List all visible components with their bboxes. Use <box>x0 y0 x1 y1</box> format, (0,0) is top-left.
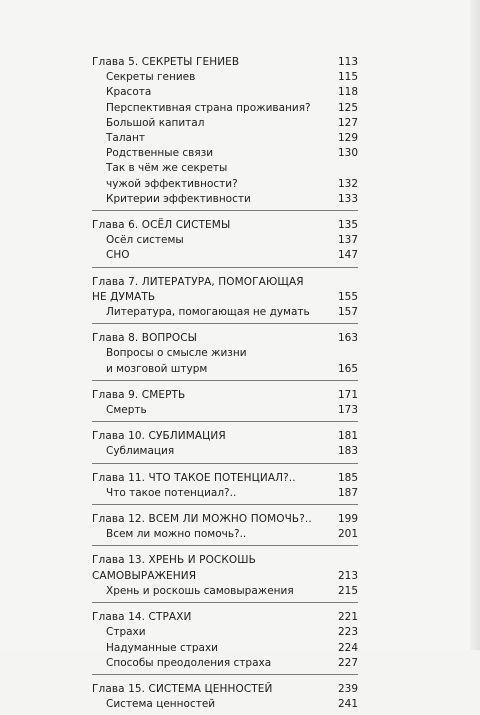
entry-title: Смерть <box>106 404 147 417</box>
toc-entry <box>92 101 358 116</box>
entry-title: Вопросы о смысле жизни и мозговой штурм <box>106 347 247 375</box>
chapter-heading-row <box>92 553 358 583</box>
chapter-title: Глава 10. СУБЛИМАЦИЯ <box>92 430 226 443</box>
entry-page-number: 133 <box>337 192 358 205</box>
entry-title: Осёл системы <box>106 234 184 247</box>
toc-entry <box>92 70 358 85</box>
chapter-heading-row <box>92 388 358 403</box>
toc-entry <box>92 131 358 146</box>
entry-page-number: 223 <box>337 626 358 639</box>
entry-page-number: 183 <box>337 445 358 458</box>
chapter-title: Глава 9. СМЕРТЬ <box>92 388 186 401</box>
toc-entry <box>92 444 358 459</box>
chapter-title: Глава 11. ЧТО ТАКОЕ ПОТЕНЦИАЛ?.. <box>92 471 296 484</box>
entry-title: Родственные связи <box>106 147 214 160</box>
toc-entry <box>92 305 358 320</box>
entry-page-number: 227 <box>337 656 358 669</box>
chapter-title: Глава 14. СТРАХИ <box>92 611 192 624</box>
toc-chapter <box>92 505 358 546</box>
toc-entry <box>92 641 358 656</box>
toc-chapter <box>92 422 358 463</box>
entry-title: Страхи <box>106 626 146 639</box>
toc-entry <box>92 625 358 640</box>
entry-page-number: 115 <box>337 71 358 84</box>
chapter-heading-row <box>92 682 358 697</box>
chapter-heading-row <box>92 55 358 70</box>
toc-entry <box>92 192 358 207</box>
chapter-heading-row <box>92 471 358 486</box>
toc-entry <box>92 116 358 131</box>
entry-page-number: 224 <box>337 641 358 654</box>
toc-entry <box>92 697 358 712</box>
entry-title: Что такое потенциал?.. <box>106 486 237 499</box>
chapter-page-number: 113 <box>337 56 358 68</box>
toc-entry <box>92 161 358 191</box>
entry-title: Система ценностей <box>106 698 216 711</box>
entry-page-number: 173 <box>337 404 358 417</box>
entry-title: Хрень и роскошь самовыражения <box>106 584 294 597</box>
chapter-page-number: 171 <box>337 388 358 401</box>
entry-page-number: 201 <box>337 528 358 541</box>
entry-page-number: 215 <box>337 584 358 597</box>
entry-page-number: 187 <box>337 486 358 499</box>
toc-chapter <box>92 464 358 505</box>
toc-entry <box>92 584 358 599</box>
chapter-page-number: 163 <box>337 332 358 345</box>
entry-title: Надуманные страхи <box>106 641 219 654</box>
entry-page-number: 130 <box>337 147 358 160</box>
chapter-page-number: 213 <box>337 569 358 582</box>
toc-entry <box>92 85 358 100</box>
chapter-page-number: 135 <box>337 219 358 232</box>
entry-page-number: 147 <box>337 249 358 262</box>
entry-page-number: 127 <box>337 116 358 129</box>
chapter-heading-row <box>92 331 358 346</box>
toc-entry <box>92 656 358 671</box>
page-edge-shadow <box>470 0 480 650</box>
chapter-title: Глава 5. СЕКРЕТЫ ГЕНИЕВ <box>92 56 240 68</box>
chapter-heading-row <box>92 218 358 233</box>
toc-chapter <box>92 48 358 211</box>
chapter-title: Глава 6. ОСЁЛ СИСТЕМЫ <box>92 219 231 232</box>
toc-entry <box>92 486 358 501</box>
chapter-page-number: 181 <box>337 430 358 443</box>
toc-chapter <box>92 546 358 603</box>
chapter-page-number: 185 <box>337 471 358 484</box>
toc-entry <box>92 346 358 376</box>
toc-entry <box>92 403 358 418</box>
toc-chapter <box>92 324 358 381</box>
entry-page-number: 125 <box>337 101 358 114</box>
entry-page-number: 132 <box>337 177 358 190</box>
entry-title: Секреты гениев <box>106 71 196 84</box>
chapter-page-number: 155 <box>337 290 358 303</box>
chapter-title: Глава 12. ВСЕМ ЛИ МОЖНО ПОМОЧЬ?.. <box>92 513 312 526</box>
chapter-page-number: 239 <box>337 682 358 695</box>
chapter-page-number: 221 <box>337 611 358 624</box>
entry-title: Красота <box>106 86 152 99</box>
chapter-title: Глава 7. ЛИТЕРАТУРА, ПОМОГАЮЩАЯ НЕ ДУМАТЬ <box>92 275 304 303</box>
entry-title: Перспективная страна проживания? <box>106 101 311 114</box>
entry-title: Сублимация <box>106 445 175 458</box>
chapter-page-number: 199 <box>337 513 358 526</box>
chapter-heading-row <box>92 429 358 444</box>
entry-title: Литература, помогающая не думать <box>106 306 310 319</box>
entry-page-number: 129 <box>337 132 358 145</box>
toc-entry <box>92 233 358 248</box>
table-of-contents <box>92 48 358 715</box>
entry-title: Талант <box>106 132 145 145</box>
entry-page-number: 157 <box>337 306 358 319</box>
entry-title: Критерии эффективности <box>106 192 251 205</box>
chapter-heading-row <box>92 275 358 305</box>
toc-chapter <box>92 603 358 675</box>
toc-entry <box>92 527 358 542</box>
chapter-title: Глава 8. ВОПРОСЫ <box>92 332 198 345</box>
entry-title: Так в чём же секреты чужой эффективности? <box>106 162 238 190</box>
toc-chapter <box>92 211 358 268</box>
entry-title: Способы преодоления страха <box>106 656 272 669</box>
entry-page-number: 165 <box>337 362 358 375</box>
entry-title: СНО <box>106 249 130 262</box>
toc-chapter <box>92 268 358 325</box>
chapter-title: Глава 15. СИСТЕМА ЦЕННОСТЕЙ <box>92 682 273 695</box>
entry-title: Всем ли можно помочь?.. <box>106 528 247 541</box>
toc-chapter <box>92 675 358 715</box>
entry-title: Большой капитал <box>106 116 205 129</box>
chapter-title: Глава 13. ХРЕНЬ И РОСКОШЬ САМОВЫРАЖЕНИЯ <box>92 554 256 582</box>
toc-chapter <box>92 381 358 422</box>
entry-page-number: 118 <box>337 86 358 99</box>
toc-entry <box>92 248 358 263</box>
toc-entry <box>92 146 358 161</box>
chapter-heading-row <box>92 512 358 527</box>
entry-page-number: 241 <box>337 698 358 711</box>
chapter-heading-row <box>92 610 358 625</box>
entry-page-number: 137 <box>337 234 358 247</box>
